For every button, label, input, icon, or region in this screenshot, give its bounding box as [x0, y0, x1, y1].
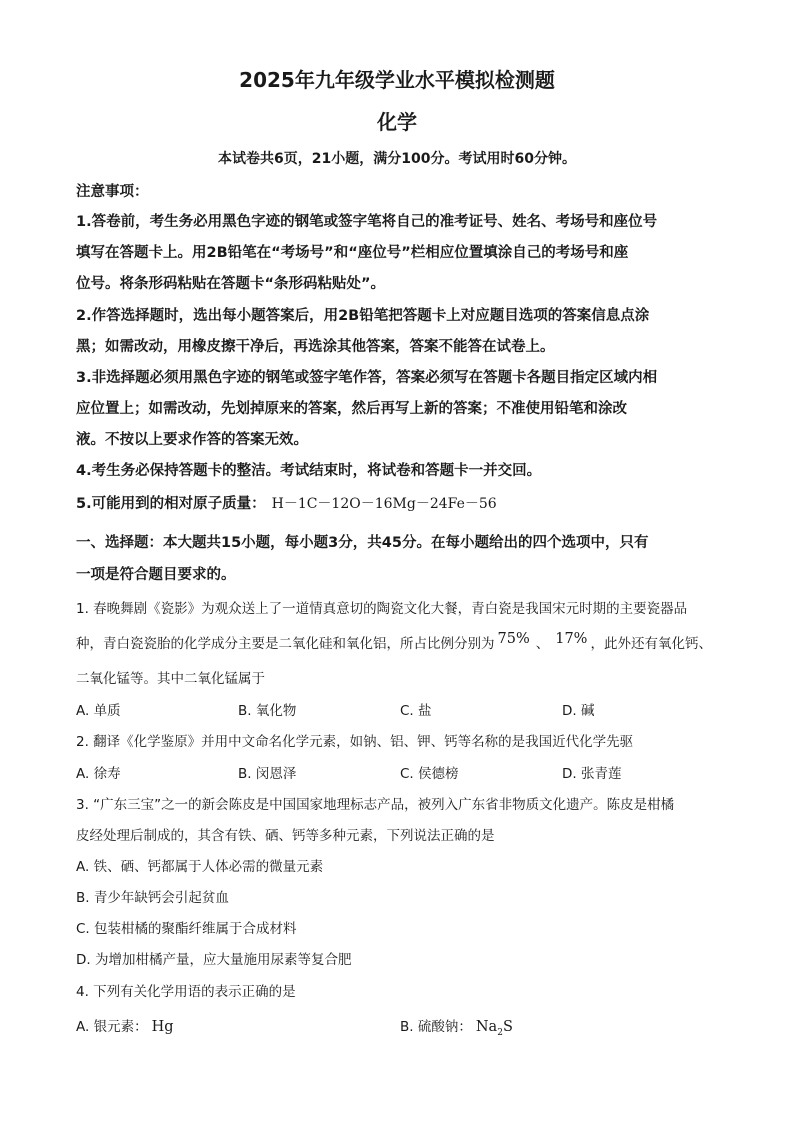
q2-option[interactable]: A. 徐寿	[76, 766, 121, 782]
q1-stem	[76, 632, 712, 652]
q4-formula-part: S	[502, 1019, 513, 1035]
q2-option[interactable]: B. 闵恩泽	[238, 766, 297, 782]
notice-line: 3.非选择题必须用黑色字迹的钢笔或签字笔作答，答案必须写在答题卡各题目指定区域内相	[76, 370, 658, 386]
q1-percent: 75%	[497, 631, 530, 647]
q3-option[interactable]: B. 青少年缺钙会引起贫血	[76, 890, 229, 906]
q4-stem: 4. 下列有关化学用语的表示正确的是	[76, 984, 296, 1000]
q1-sep: 、	[535, 636, 550, 652]
q4-option[interactable]	[76, 1015, 174, 1035]
exam-meta: 本试卷共6页，21小题，满分100分。考试用时60分钟。	[218, 151, 576, 167]
q2-stem: 2. 翻译《化学鉴原》并用中文命名化学元素，如钠、铝、钾、钙等名称的是我国近代化学先驱	[76, 734, 634, 750]
q1-option[interactable]: A. 单质	[76, 703, 121, 719]
q3-option[interactable]: A. 铁、硒、钙都属于人体必需的微量元素	[76, 859, 324, 875]
notice-line: 液。不按以上要求作答的答案无效。	[76, 432, 308, 448]
q3-option[interactable]: D. 为增加柑橘产量，应大量施用尿素等复合肥	[76, 952, 352, 968]
notice-line: 应位置上；如需改动，先划掉原来的答案，然后再写上新的答案；不准使用铅笔和涂改	[76, 401, 627, 417]
notice-item5-label: 5.可能用到的相对原子质量：	[76, 496, 266, 512]
notice-line: 2.作答选择题时，选出每小题答案后，用2B铅笔把答题卡上对应题目选项的答案信息点涂	[76, 308, 650, 324]
notice-line: 1.答卷前，考生务必用黑色字迹的钢笔或签字笔将自己的准考证号、姓名、考场号和座位号	[76, 214, 658, 230]
q4-option-formula: Hg	[151, 1019, 174, 1035]
atomic-mass-formula: H－1C－12O－16Mg－24Fe－56	[271, 496, 497, 512]
notice-item5	[76, 492, 497, 513]
notice-line: 4.考生务必保持答题卡的整洁。考试结束时，将试卷和答题卡一并交回。	[76, 463, 542, 479]
q1-option[interactable]: B. 氧化物	[238, 703, 297, 719]
q3-option[interactable]: C. 包装柑橘的聚酯纤维属于合成材料	[76, 921, 297, 937]
q3-stem: 皮经处理后制成的，其含有铁、硒、钙等多种元素，下列说法正确的是	[76, 828, 495, 844]
q3-stem: 3. “广东三宝”之一的新会陈皮是中国国家地理标志产品，被列入广东省非物质文化遗产。陈皮是柑橘	[76, 797, 675, 813]
exam-subject: 化学	[377, 110, 417, 134]
q1-stem-text: ，此外还有氧化钙、	[590, 636, 712, 652]
q1-stem-text: 种，青白瓷瓷胎的化学成分主要是二氧化硅和氧化铝，所占比例分别为	[76, 636, 495, 652]
q1-option[interactable]: D. 碱	[562, 703, 595, 719]
q1-stem: 二氧化锰等。其中二氧化锰属于	[76, 671, 265, 687]
notice-line: 位号。将条形码粘贴在答题卡“条形码粘贴处”。	[76, 276, 386, 292]
q4-option-label: A. 银元素：	[76, 1019, 148, 1035]
q4-formula-part: Na	[475, 1019, 498, 1035]
q1-option[interactable]: C. 盐	[400, 703, 432, 719]
section1-line: 一项是符合题目要求的。	[76, 567, 236, 583]
notice-heading: 注意事项：	[76, 184, 149, 200]
q4-option-formula	[475, 1019, 513, 1038]
q1-stem: 1. 春晚舞剧《瓷影》为观众送上了一道情真意切的陶瓷文化大餐，青白瓷是我国宋元时期的主要瓷器品	[76, 601, 688, 617]
q4-formula-subscript: 2	[497, 1027, 503, 1038]
q2-option[interactable]: D. 张青莲	[562, 766, 622, 782]
exam-title: 2025年九年级学业水平模拟检测题	[239, 68, 555, 92]
q1-percent: 17%	[555, 631, 588, 647]
notice-line: 填写在答题卡上。用2B铅笔在“考场号”和“座位号”栏相应位置填涂自己的考场号和座	[76, 245, 629, 261]
q4-option[interactable]	[400, 1015, 513, 1038]
section1-line: 一、选择题：本大题共15小题，每小题3分，共45分。在每小题给出的四个选项中，只有	[76, 535, 649, 551]
q4-option-label: B. 硫酸钠：	[400, 1019, 472, 1035]
q2-option[interactable]: C. 侯德榜	[400, 766, 459, 782]
notice-line: 黑；如需改动，用橡皮擦干净后，再选涂其他答案，答案不能答在试卷上。	[76, 339, 555, 355]
